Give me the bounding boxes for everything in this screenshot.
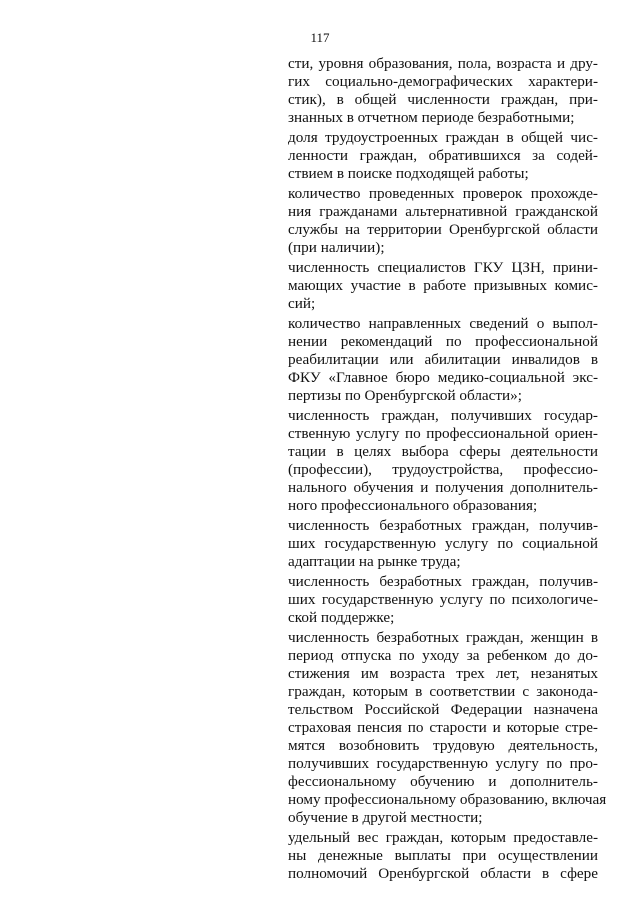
text-line: (профессии), трудоустройства, профессио- — [288, 461, 598, 478]
text-line: получивших государственную услугу по про- — [288, 755, 598, 772]
text-line: доля трудоустроенных граждан в общей чис- — [288, 129, 598, 146]
text-line: фессиональному обучению и дополнитель- — [288, 773, 598, 790]
text-line: страховая пенсия по старости и которые стре- — [288, 719, 598, 736]
text-line: численность граждан, получивших государ- — [288, 407, 598, 424]
text-line: ствием в поиске подходящей работы; — [288, 165, 529, 182]
text-line: численность безработных граждан, получив- — [288, 517, 598, 534]
text-line: ния гражданами альтернативной гражданской — [288, 203, 598, 220]
text-line: количество проведенных проверок прохожде- — [288, 185, 598, 202]
paragraph — [288, 259, 598, 313]
text-line: удельный вес граждан, которым предоставле- — [288, 829, 598, 846]
text-line: знанных в отчетном периоде безработными; — [288, 109, 575, 126]
text-line: сти, уровня образования, пола, возраста и дру- — [288, 55, 598, 72]
paragraph — [288, 517, 598, 571]
text-line: тации в целях выбора сферы деятельности — [288, 443, 598, 460]
text-line: ших государственную услугу по социальной — [288, 535, 598, 552]
text-line: полномочий Оренбургской области в сфере — [288, 865, 598, 882]
text-line: ленности граждан, обратившихся за содей- — [288, 147, 598, 164]
body-text — [288, 55, 607, 883]
text-line: реабилитации или абилитации инвалидов в — [288, 351, 598, 368]
text-line: ного профессионального образования; — [288, 497, 538, 514]
text-line: период отпуска по уходу за ребенком до до- — [288, 647, 598, 664]
text-line: ственную услугу по профессиональной ориен- — [288, 425, 598, 442]
text-line: тельством Российской Федерации назначена — [288, 701, 598, 718]
paragraph — [288, 407, 598, 515]
text-line: (при наличии); — [288, 239, 385, 256]
page-number: 117 — [310, 30, 330, 45]
text-line: мающих участие в работе призывных комис- — [288, 277, 598, 294]
text-line: количество направленных сведений о выпол- — [288, 315, 598, 332]
text-line: нении рекомендаций по профессиональной — [288, 333, 598, 350]
text-line: нального обучения и получения дополнитель- — [288, 479, 598, 496]
text-line: стижения им возраста трех лет, незанятых — [288, 665, 598, 682]
paragraph — [288, 129, 598, 183]
paragraph — [288, 185, 598, 257]
paragraph — [288, 573, 598, 627]
text-line: численность специалистов ГКУ ЦЗН, прини- — [288, 259, 598, 276]
paragraph — [288, 829, 598, 883]
text-line: гих социально-демографических характери- — [288, 73, 598, 90]
text-line: обучение в другой местности; — [288, 809, 483, 826]
text-line: ны денежные выплаты при осуществлении — [288, 847, 598, 864]
text-line: граждан, которым в соответствии с законода- — [288, 683, 598, 700]
text-line: мятся возобновить трудовую деятельность, — [288, 737, 598, 754]
text-line: стик), в общей численности граждан, при- — [288, 91, 598, 108]
text-line: пертизы по Оренбургской области»; — [288, 387, 522, 404]
text-line: ному профессиональному образованию, включая — [288, 791, 607, 808]
text-line: службы на территории Оренбургской области — [288, 221, 598, 238]
text-line: численность безработных граждан, женщин в — [288, 629, 598, 646]
text-line: ших государственную услугу по психологиче- — [288, 591, 598, 608]
text-line: сий; — [288, 295, 316, 312]
paragraph — [288, 315, 598, 405]
text-line: адаптации на рынке труда; — [288, 553, 461, 570]
text-line: численность безработных граждан, получив- — [288, 573, 598, 590]
text-line: ской поддержке; — [288, 609, 395, 626]
paragraph — [288, 55, 598, 127]
paragraph — [288, 629, 607, 827]
text-line: ФКУ «Главное бюро медико-социальной экс- — [288, 369, 598, 386]
